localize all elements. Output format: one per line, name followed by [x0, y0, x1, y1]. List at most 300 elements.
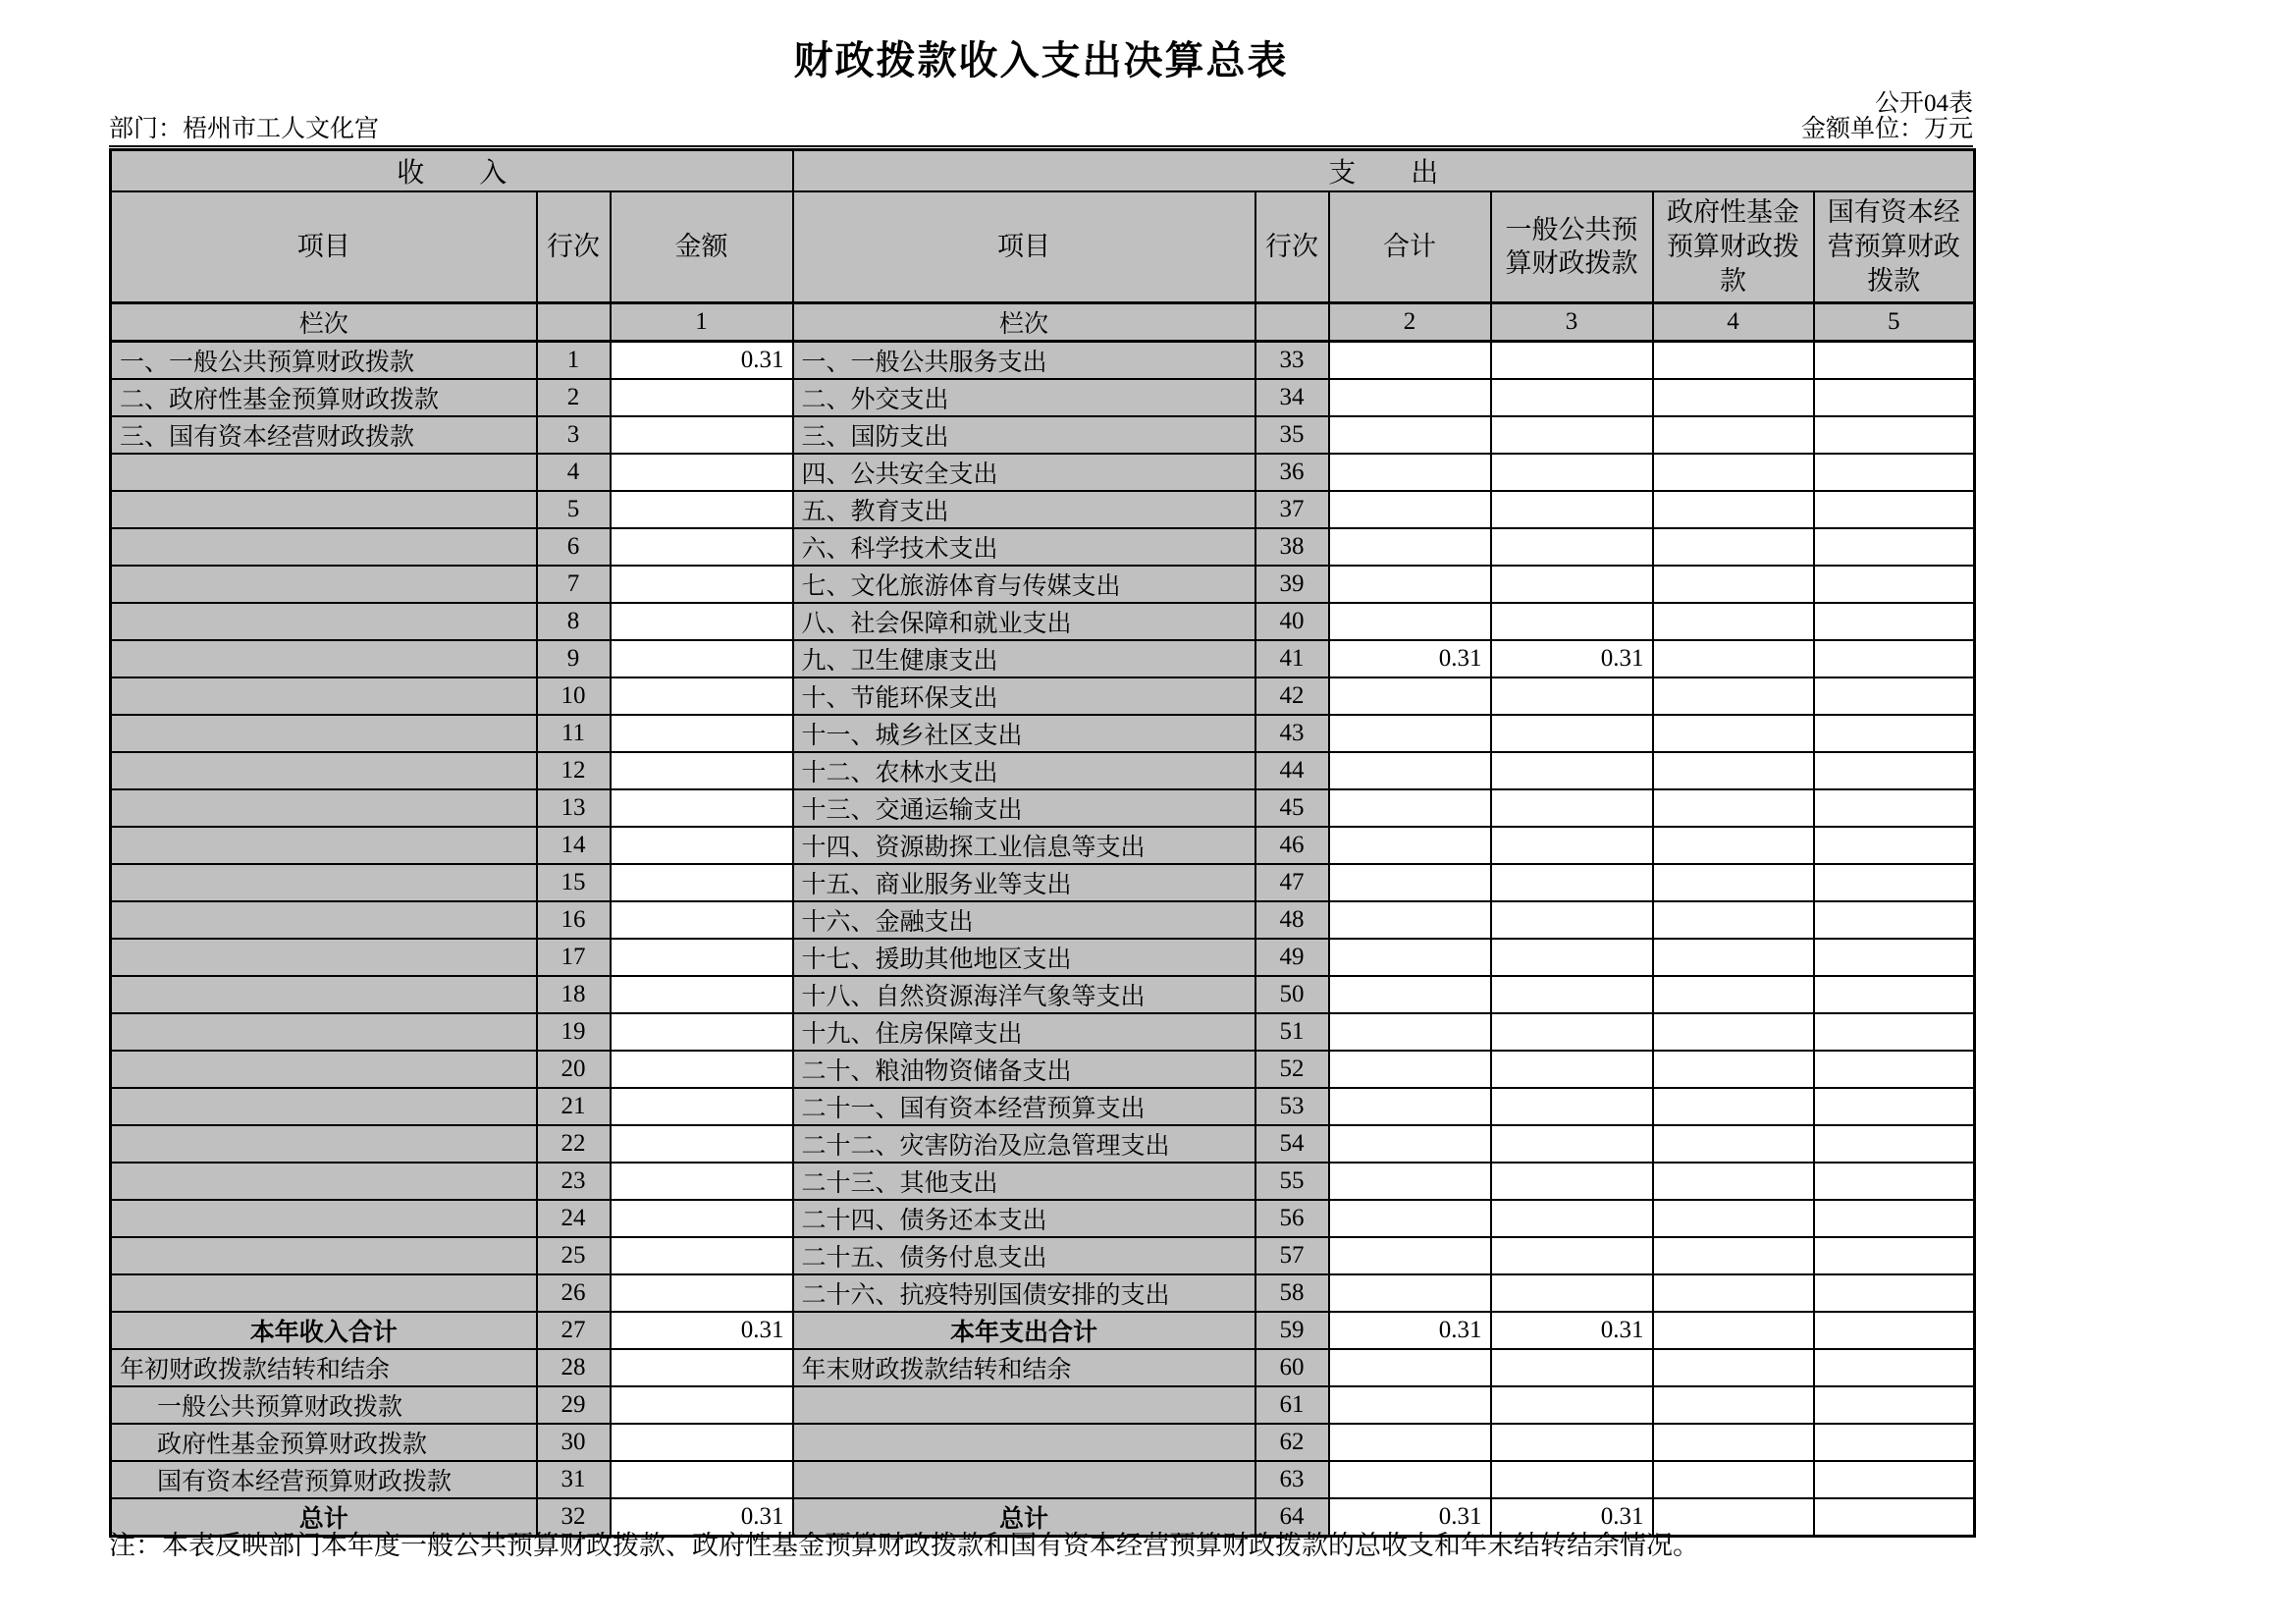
expense-line-cell: 36: [1255, 454, 1329, 491]
expense-total-cell: [1329, 341, 1491, 379]
expense-item-cell: [793, 1461, 1255, 1498]
expense-gov-fund-cell: [1653, 454, 1814, 491]
expense-general-budget-cell: [1491, 1013, 1653, 1051]
income-line-cell: 11: [537, 715, 611, 752]
expense-item-cell: 六、科学技术支出: [793, 528, 1255, 566]
expense-line-cell: 35: [1255, 416, 1329, 454]
expense-total-cell: [1329, 1088, 1491, 1125]
expense-gov-fund-header: 政府性基金预算财政拨款: [1653, 191, 1814, 302]
income-item-cell: [111, 566, 537, 603]
income-line-cell: 7: [537, 566, 611, 603]
expense-state-capital-cell: [1814, 1461, 1975, 1498]
income-amount-cell: [611, 603, 793, 640]
expense-item-cell: 二十、粮油物资储备支出: [793, 1051, 1255, 1088]
table-row: [111, 901, 1975, 939]
expense-gov-fund-cell: [1653, 715, 1814, 752]
expense-line-cell: 51: [1255, 1013, 1329, 1051]
expense-gov-fund-cell: [1653, 566, 1814, 603]
table-body: [111, 341, 1975, 1536]
table-row: [111, 1386, 1975, 1424]
table-row: [111, 1125, 1975, 1163]
expense-gov-fund-cell: [1653, 1200, 1814, 1237]
expense-general-budget-cell: [1491, 1424, 1653, 1461]
expense-line-cell: 54: [1255, 1125, 1329, 1163]
income-item-cell: [111, 491, 537, 528]
income-line-cell: 26: [537, 1274, 611, 1312]
income-item-cell: [111, 1125, 537, 1163]
expense-item-cell: 十二、农林水支出: [793, 752, 1255, 789]
expense-item-cell: 三、国防支出: [793, 416, 1255, 454]
expense-general-budget-cell: [1491, 864, 1653, 901]
income-amount-cell: 0.31: [611, 1312, 793, 1349]
expense-item-cell: 二十五、债务付息支出: [793, 1237, 1255, 1274]
table-row: [111, 715, 1975, 752]
income-amount-cell: [611, 379, 793, 416]
income-amount-cell: [611, 901, 793, 939]
expense-item-cell: 二十三、其他支出: [793, 1163, 1255, 1200]
expense-state-capital-cell: [1814, 1200, 1975, 1237]
income-item-cell: [111, 864, 537, 901]
expense-total-cell: [1329, 864, 1491, 901]
expense-total-cell: [1329, 379, 1491, 416]
expense-state-capital-cell: [1814, 1088, 1975, 1125]
income-item-cell: 政府性基金预算财政拨款: [111, 1424, 537, 1461]
income-item-cell: [111, 827, 537, 864]
expense-state-capital-cell: [1814, 379, 1975, 416]
income-line-cell: 29: [537, 1386, 611, 1424]
expense-gov-fund-cell: [1653, 640, 1814, 677]
expense-total-cell: [1329, 752, 1491, 789]
income-item-cell: 一、一般公共预算财政拨款: [111, 341, 537, 379]
table-row: [111, 379, 1975, 416]
expense-line-cell: 42: [1255, 677, 1329, 715]
income-amount-cell: [611, 1386, 793, 1424]
expense-total-cell: [1329, 454, 1491, 491]
income-line-cell: 1: [537, 341, 611, 379]
meta-line: [109, 116, 1973, 147]
expense-state-capital-header: 国有资本经营预算财政拨款: [1814, 191, 1975, 302]
expense-item-cell: 十三、交通运输支出: [793, 789, 1255, 827]
table-row: [111, 1051, 1975, 1088]
expense-general-budget-cell: [1491, 491, 1653, 528]
expense-total-cell: [1329, 827, 1491, 864]
income-item-cell: 年初财政拨款结转和结余: [111, 1349, 537, 1386]
expense-general-budget-cell: 0.31: [1491, 640, 1653, 677]
expense-general-budget-cell: [1491, 1349, 1653, 1386]
expense-state-capital-index: 5: [1814, 302, 1975, 341]
expense-state-capital-cell: [1814, 1013, 1975, 1051]
expense-gov-fund-cell: [1653, 1163, 1814, 1200]
expense-line-cell: 39: [1255, 566, 1329, 603]
expense-line-cell: 40: [1255, 603, 1329, 640]
income-line-cell: 25: [537, 1237, 611, 1274]
expense-total-cell: [1329, 901, 1491, 939]
table-code: 公开04表: [1874, 90, 1973, 117]
expense-item-cell: 十、节能环保支出: [793, 677, 1255, 715]
expense-line-cell: 47: [1255, 864, 1329, 901]
income-amount-cell: 0.31: [611, 1498, 793, 1537]
expense-state-capital-cell: [1814, 1349, 1975, 1386]
expense-line-cell: 45: [1255, 789, 1329, 827]
expense-gov-fund-cell: [1653, 1274, 1814, 1312]
expense-gov-fund-cell: [1653, 1125, 1814, 1163]
income-amount-cell: [611, 789, 793, 827]
expense-item-cell: 总计: [793, 1498, 1255, 1537]
income-amount-cell: [611, 1461, 793, 1498]
income-item-cell: [111, 1163, 537, 1200]
table-row: [111, 491, 1975, 528]
table-row: [111, 1163, 1975, 1200]
expense-item-cell: 二、外交支出: [793, 379, 1255, 416]
expense-line-cell: 59: [1255, 1312, 1329, 1349]
expense-gov-fund-cell: [1653, 677, 1814, 715]
table-row: [111, 1312, 1975, 1349]
expense-gov-fund-cell: [1653, 1051, 1814, 1088]
expense-general-budget-cell: [1491, 715, 1653, 752]
expense-lanci-label: 栏次: [793, 302, 1255, 341]
table-row: [111, 1274, 1975, 1312]
income-amount-cell: [611, 1125, 793, 1163]
income-line-cell: 14: [537, 827, 611, 864]
expense-state-capital-cell: [1814, 789, 1975, 827]
income-line-cell: 9: [537, 640, 611, 677]
income-amount-cell: [611, 566, 793, 603]
expense-gov-fund-cell: [1653, 1386, 1814, 1424]
expense-item-cell: [793, 1424, 1255, 1461]
expense-state-capital-cell: [1814, 491, 1975, 528]
expense-total-cell: [1329, 715, 1491, 752]
income-line-cell: 13: [537, 789, 611, 827]
income-item-cell: 一般公共预算财政拨款: [111, 1386, 537, 1424]
income-item-cell: [111, 752, 537, 789]
expense-state-capital-cell: [1814, 864, 1975, 901]
table-row: [111, 864, 1975, 901]
income-line-cell: 19: [537, 1013, 611, 1051]
income-amount-cell: [611, 454, 793, 491]
income-item-cell: 本年收入合计: [111, 1312, 537, 1349]
expense-line-cell: 63: [1255, 1461, 1329, 1498]
table-row: [111, 1461, 1975, 1498]
table-row: [111, 677, 1975, 715]
expense-state-capital-cell: [1814, 939, 1975, 976]
expense-total-cell: [1329, 976, 1491, 1013]
expense-state-capital-cell: [1814, 976, 1975, 1013]
income-line-cell: 22: [537, 1125, 611, 1163]
expense-general-budget-cell: 0.31: [1491, 1498, 1653, 1537]
expense-gov-fund-cell: [1653, 379, 1814, 416]
expense-line-cell: 33: [1255, 341, 1329, 379]
expense-general-budget-header: 一般公共预算财政拨款: [1491, 191, 1653, 302]
expense-general-budget-cell: [1491, 1200, 1653, 1237]
expense-gov-fund-cell: [1653, 416, 1814, 454]
expense-line-cell: 37: [1255, 491, 1329, 528]
income-line-header: 行次: [537, 191, 611, 302]
expense-item-cell: 十六、金融支出: [793, 901, 1255, 939]
expense-total-cell: [1329, 1125, 1491, 1163]
income-item-cell: [111, 603, 537, 640]
income-line-cell: 21: [537, 1088, 611, 1125]
expense-total-cell: [1329, 1237, 1491, 1274]
income-amount-cell: [611, 416, 793, 454]
expense-general-budget-cell: [1491, 603, 1653, 640]
expense-general-budget-cell: [1491, 789, 1653, 827]
expense-line-cell: 49: [1255, 939, 1329, 976]
expense-total-cell: [1329, 1461, 1491, 1498]
expense-general-budget-cell: [1491, 677, 1653, 715]
expense-gov-fund-cell: [1653, 1088, 1814, 1125]
expense-gov-fund-cell: [1653, 528, 1814, 566]
income-line-cell: 20: [537, 1051, 611, 1088]
expense-gov-fund-cell: [1653, 864, 1814, 901]
table-row: [111, 789, 1975, 827]
expense-state-capital-cell: [1814, 416, 1975, 454]
income-line-cell: 23: [537, 1163, 611, 1200]
income-line-cell: 31: [537, 1461, 611, 1498]
table-row: [111, 752, 1975, 789]
expense-total-cell: [1329, 1200, 1491, 1237]
expense-item-cell: 年末财政拨款结转和结余: [793, 1349, 1255, 1386]
income-amount-cell: [611, 1274, 793, 1312]
income-line-cell: 16: [537, 901, 611, 939]
table-row: [111, 1013, 1975, 1051]
table-row: [111, 566, 1975, 603]
expense-total-cell: 0.31: [1329, 1498, 1491, 1537]
income-amount-cell: [611, 1088, 793, 1125]
expense-gov-fund-cell: [1653, 1349, 1814, 1386]
expense-line-cell: 46: [1255, 827, 1329, 864]
income-item-cell: 三、国有资本经营财政拨款: [111, 416, 537, 454]
income-line-cell: 8: [537, 603, 611, 640]
expense-gov-fund-cell: [1653, 1424, 1814, 1461]
expense-gov-fund-cell: [1653, 1237, 1814, 1274]
income-item-cell: [111, 1274, 537, 1312]
expense-state-capital-cell: [1814, 1274, 1975, 1312]
expense-general-budget-cell: [1491, 341, 1653, 379]
table-row: [111, 827, 1975, 864]
table-row: [111, 1424, 1975, 1461]
income-item-cell: [111, 939, 537, 976]
expense-total-header: 合计: [1329, 191, 1491, 302]
expense-line-cell: 61: [1255, 1386, 1329, 1424]
expense-item-cell: 五、教育支出: [793, 491, 1255, 528]
expense-line-cell: 44: [1255, 752, 1329, 789]
expense-total-cell: [1329, 603, 1491, 640]
expense-group-header: 支 出: [793, 150, 1975, 192]
expense-total-cell: [1329, 677, 1491, 715]
income-amount-cell: [611, 528, 793, 566]
expense-line-cell: 64: [1255, 1498, 1329, 1537]
income-line-cell: 24: [537, 1200, 611, 1237]
expense-line-cell: 58: [1255, 1274, 1329, 1312]
expense-state-capital-cell: [1814, 1312, 1975, 1349]
column-index-row: [111, 302, 1975, 341]
income-amount-header: 金额: [611, 191, 793, 302]
expense-general-budget-cell: [1491, 528, 1653, 566]
income-line-cell: 3: [537, 416, 611, 454]
expense-state-capital-cell: [1814, 1051, 1975, 1088]
expense-item-cell: 本年支出合计: [793, 1312, 1255, 1349]
table-row: [111, 640, 1975, 677]
expense-general-budget-cell: [1491, 1274, 1653, 1312]
expense-item-cell: 十四、资源勘探工业信息等支出: [793, 827, 1255, 864]
income-line-cell: 12: [537, 752, 611, 789]
expense-item-cell: 四、公共安全支出: [793, 454, 1255, 491]
income-item-cell: [111, 528, 537, 566]
expense-total-cell: 0.31: [1329, 640, 1491, 677]
expense-item-cell: 十九、住房保障支出: [793, 1013, 1255, 1051]
expense-state-capital-cell: [1814, 1424, 1975, 1461]
expense-line-cell: 52: [1255, 1051, 1329, 1088]
expense-total-cell: [1329, 566, 1491, 603]
expense-total-cell: [1329, 1274, 1491, 1312]
expense-general-budget-index: 3: [1491, 302, 1653, 341]
expense-state-capital-cell: [1814, 1125, 1975, 1163]
income-amount-cell: [611, 864, 793, 901]
expense-item-cell: 二十六、抗疫特别国债安排的支出: [793, 1274, 1255, 1312]
income-item-cell: 国有资本经营预算财政拨款: [111, 1461, 537, 1498]
expense-general-budget-cell: 0.31: [1491, 1312, 1653, 1349]
expense-gov-fund-cell: [1653, 1312, 1814, 1349]
expense-general-budget-cell: [1491, 1461, 1653, 1498]
expense-item-cell: 十七、援助其他地区支出: [793, 939, 1255, 976]
expense-general-budget-cell: [1491, 901, 1653, 939]
income-amount-cell: [611, 827, 793, 864]
expense-item-header: 项目: [793, 191, 1255, 302]
income-item-cell: [111, 1013, 537, 1051]
income-item-cell: [111, 454, 537, 491]
expense-general-budget-cell: [1491, 939, 1653, 976]
expense-gov-fund-cell: [1653, 976, 1814, 1013]
expense-gov-fund-cell: [1653, 789, 1814, 827]
income-amount-cell: [611, 640, 793, 677]
expense-general-budget-cell: [1491, 827, 1653, 864]
expense-state-capital-cell: [1814, 528, 1975, 566]
expense-total-cell: [1329, 1424, 1491, 1461]
expense-total-cell: 0.31: [1329, 1312, 1491, 1349]
income-amount-cell: [611, 939, 793, 976]
income-amount-cell: [611, 715, 793, 752]
income-item-cell: [111, 640, 537, 677]
income-item-cell: [111, 1237, 537, 1274]
expense-state-capital-cell: [1814, 341, 1975, 379]
expense-total-cell: [1329, 939, 1491, 976]
expense-line-cell: 62: [1255, 1424, 1329, 1461]
expense-line-cell: 55: [1255, 1163, 1329, 1200]
expense-item-cell: 一、一般公共服务支出: [793, 341, 1255, 379]
page-title: 财政拨款收入支出决算总表: [793, 38, 1289, 82]
income-item-cell: [111, 677, 537, 715]
expense-gov-fund-cell: [1653, 603, 1814, 640]
income-amount-cell: [611, 1424, 793, 1461]
expense-item-cell: [793, 1386, 1255, 1424]
expense-total-cell: [1329, 1349, 1491, 1386]
income-line-cell: 2: [537, 379, 611, 416]
expense-total-cell: [1329, 416, 1491, 454]
expense-state-capital-cell: [1814, 1237, 1975, 1274]
income-group-header: 收 入: [111, 150, 793, 192]
expense-total-cell: [1329, 1051, 1491, 1088]
expense-total-cell: [1329, 1163, 1491, 1200]
expense-general-budget-cell: [1491, 1386, 1653, 1424]
table-row: [111, 454, 1975, 491]
expense-gov-fund-cell: [1653, 827, 1814, 864]
expense-general-budget-cell: [1491, 1051, 1653, 1088]
income-amount-cell: [611, 1051, 793, 1088]
expense-line-cell: 60: [1255, 1349, 1329, 1386]
income-line-cell: 18: [537, 976, 611, 1013]
expense-item-cell: 十一、城乡社区支出: [793, 715, 1255, 752]
income-item-cell: [111, 901, 537, 939]
expense-line-index-cell: [1255, 302, 1329, 341]
expense-line-cell: 38: [1255, 528, 1329, 566]
expense-state-capital-cell: [1814, 640, 1975, 677]
income-amount-cell: [611, 1237, 793, 1274]
income-item-cell: 二、政府性基金预算财政拨款: [111, 379, 537, 416]
income-amount-cell: [611, 677, 793, 715]
table-row: [111, 1088, 1975, 1125]
column-header-row: [111, 191, 1975, 302]
expense-general-budget-cell: [1491, 1163, 1653, 1200]
table-row: [111, 976, 1975, 1013]
income-line-cell: 30: [537, 1424, 611, 1461]
expense-total-cell: [1329, 1013, 1491, 1051]
expense-total-cell: [1329, 1386, 1491, 1424]
income-line-cell: 28: [537, 1349, 611, 1386]
table-row: [111, 939, 1975, 976]
income-line-cell: 15: [537, 864, 611, 901]
expense-line-cell: 34: [1255, 379, 1329, 416]
expense-item-cell: 九、卫生健康支出: [793, 640, 1255, 677]
expense-state-capital-cell: [1814, 566, 1975, 603]
expense-item-cell: 二十一、国有资本经营预算支出: [793, 1088, 1255, 1125]
expense-state-capital-cell: [1814, 827, 1975, 864]
income-item-header: 项目: [111, 191, 537, 302]
group-header-row: [111, 150, 1975, 192]
expense-gov-fund-cell: [1653, 901, 1814, 939]
expense-state-capital-cell: [1814, 454, 1975, 491]
expense-gov-fund-cell: [1653, 1461, 1814, 1498]
table-row: [111, 528, 1975, 566]
expense-item-cell: 十五、商业服务业等支出: [793, 864, 1255, 901]
expense-general-budget-cell: [1491, 752, 1653, 789]
expense-state-capital-cell: [1814, 715, 1975, 752]
expense-line-cell: 48: [1255, 901, 1329, 939]
income-lanci-label: 栏次: [111, 302, 537, 341]
income-amount-cell: [611, 1200, 793, 1237]
expense-item-cell: 十八、自然资源海洋气象等支出: [793, 976, 1255, 1013]
expense-line-cell: 41: [1255, 640, 1329, 677]
income-item-cell: [111, 715, 537, 752]
expense-total-cell: [1329, 528, 1491, 566]
table-row: [111, 1237, 1975, 1274]
expense-total-index: 2: [1329, 302, 1491, 341]
expense-gov-fund-index: 4: [1653, 302, 1814, 341]
expense-item-cell: 八、社会保障和就业支出: [793, 603, 1255, 640]
income-amount-cell: [611, 1349, 793, 1386]
expense-total-cell: [1329, 491, 1491, 528]
expense-total-cell: [1329, 789, 1491, 827]
table-row: [111, 603, 1975, 640]
income-item-cell: [111, 976, 537, 1013]
income-amount-cell: [611, 976, 793, 1013]
income-line-cell: 6: [537, 528, 611, 566]
income-amount-cell: [611, 491, 793, 528]
expense-general-budget-cell: [1491, 454, 1653, 491]
expense-line-cell: 57: [1255, 1237, 1329, 1274]
expense-general-budget-cell: [1491, 1088, 1653, 1125]
expense-line-cell: 43: [1255, 715, 1329, 752]
expense-state-capital-cell: [1814, 752, 1975, 789]
